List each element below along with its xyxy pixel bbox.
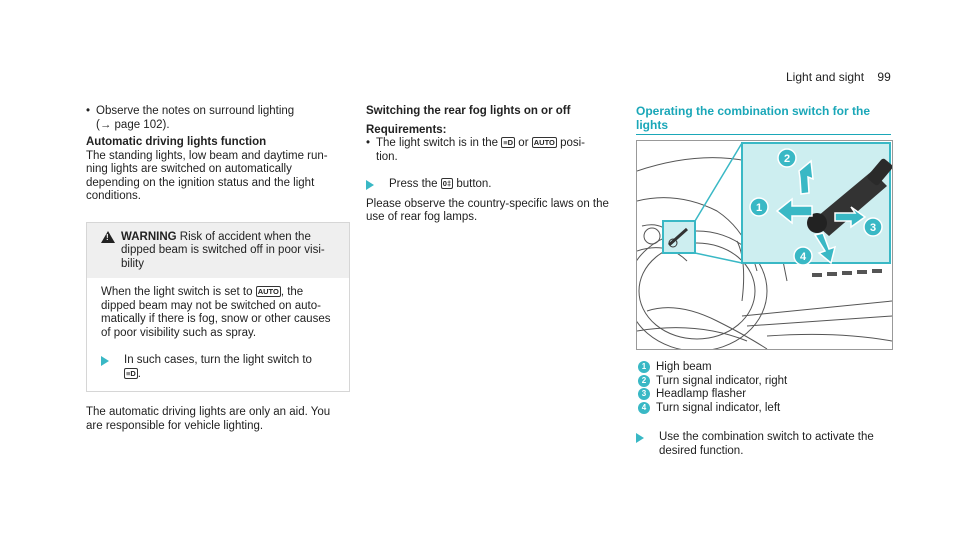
text-fragment: When the light switch is set to	[101, 286, 253, 298]
section-title	[636, 104, 891, 135]
warning-title	[101, 231, 339, 272]
figure-legend	[638, 361, 893, 415]
text-line: dipped beam is switched off in poor visi-	[121, 244, 325, 256]
figure-badge-2-label: 2	[783, 153, 791, 165]
list-item	[86, 105, 350, 132]
action-arrow-icon	[101, 356, 109, 366]
text-line: Risk of accident when the	[179, 230, 311, 243]
action-arrow-icon	[636, 433, 644, 443]
section-name: Light and sight	[786, 70, 865, 84]
text-line: of poor visibility such as spray.	[101, 326, 257, 339]
bullet-text: • Observe the notes on surround lighting	[96, 105, 295, 117]
combination-switch-figure	[636, 140, 893, 350]
text-fragment: button.	[456, 178, 492, 190]
auto-light-icon: AUTO	[533, 138, 555, 147]
text-line	[124, 368, 339, 382]
text-line: depending on the ignition status and the light	[86, 176, 315, 189]
legend-text: High beam	[656, 361, 712, 373]
legend-text: Headlamp flasher	[656, 388, 747, 400]
page-number: 99	[877, 70, 891, 84]
legend-item	[638, 402, 893, 416]
action-text: In such cases, turn the light switch to	[124, 354, 312, 366]
text-line: matically if there is fog, snow or other causes	[101, 313, 331, 325]
text-fragment: or	[518, 137, 529, 149]
warning-box	[86, 222, 350, 393]
warning-body	[87, 278, 349, 391]
legend-text: Turn signal indicator, right	[656, 374, 788, 387]
action-item	[636, 431, 914, 458]
action-arrow-icon	[366, 180, 374, 190]
running-header	[786, 71, 891, 85]
text-line: conditions.	[86, 190, 141, 202]
text-line: The automatic driving lights are only an aid. You	[86, 406, 331, 418]
text-fragment: , the	[280, 286, 304, 298]
text-fragment: Press the	[389, 178, 438, 190]
column-right	[636, 104, 891, 135]
figure-illustration	[637, 141, 892, 349]
text-line: bility	[121, 257, 145, 270]
figure-badge-4-label: 4	[799, 251, 807, 263]
text-line: ning lights are switched on automatically	[86, 163, 292, 175]
legend-item	[638, 375, 893, 389]
rear-fog-light-icon: 0‡	[442, 179, 452, 188]
paragraph	[86, 406, 350, 433]
figure-badge-1-label: 1	[755, 202, 763, 214]
action-item	[366, 178, 620, 192]
action-item	[101, 354, 339, 381]
subheading: Automatic driving lights function	[86, 136, 267, 148]
legend-number: 3	[638, 388, 650, 400]
page-reference[interactable]: (→ page 102).	[96, 118, 170, 131]
legend-item	[638, 388, 893, 402]
paragraph	[86, 150, 350, 204]
legend-number: 4	[638, 402, 650, 414]
legend-number: 2	[638, 375, 650, 387]
text-line: Use the combination switch to activate the	[659, 431, 874, 443]
low-beam-icon: ≡D	[503, 138, 514, 147]
subheading: Switching the rear fog lights on or off	[366, 105, 571, 117]
figure-badge-3-label: 3	[869, 222, 877, 234]
list-item	[366, 137, 620, 164]
legend-item	[638, 361, 893, 375]
warning-label: WARNING	[121, 230, 177, 243]
requirements-label: Requirements:	[366, 123, 447, 136]
text-fragment: The light switch is in the	[376, 137, 499, 149]
text-line: Operating the combination switch for the	[636, 104, 871, 118]
paragraph	[366, 198, 620, 225]
column-middle	[366, 105, 620, 225]
warning-triangle-icon	[101, 231, 115, 243]
legend-number: 1	[638, 361, 650, 373]
text-line: use of rear fog lamps.	[366, 211, 478, 223]
text-fragment: .	[137, 367, 141, 380]
text-line	[376, 137, 620, 151]
text-fragment: posi-	[560, 137, 585, 149]
text-line: desired function.	[659, 444, 744, 457]
low-beam-icon: ≡D	[126, 368, 136, 378]
legend-text: Turn signal indicator, left	[656, 401, 781, 414]
warning-header	[87, 223, 349, 279]
text-line: lights	[636, 118, 668, 132]
text-line: dipped beam may not be switched on auto-	[101, 299, 321, 312]
text-line: are responsible for vehicle lighting.	[86, 419, 264, 432]
text-line: The standing lights, low beam and daytime run-	[86, 149, 328, 162]
text-line: tion.	[376, 150, 398, 163]
column-left	[86, 105, 350, 433]
text-line: Please observe the country-specific laws on the	[366, 197, 609, 210]
text-line	[101, 286, 339, 300]
auto-light-icon: AUTO	[257, 287, 279, 296]
